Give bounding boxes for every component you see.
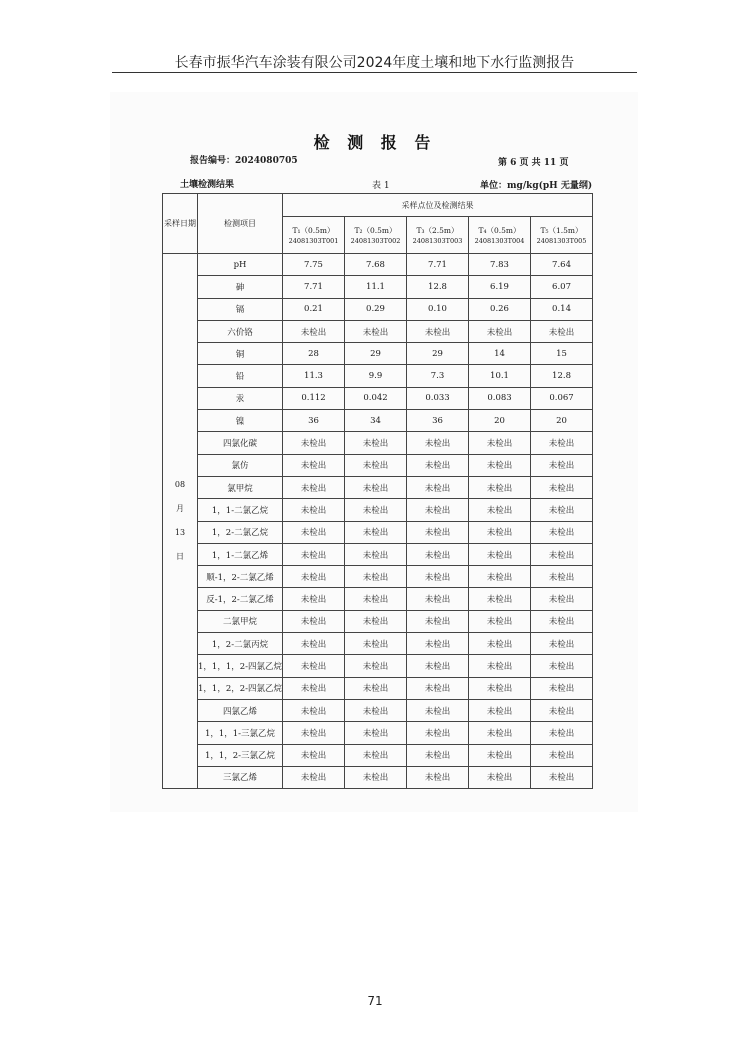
- item-cell: 铅: [198, 365, 283, 387]
- value-cell: 9.9: [345, 365, 407, 387]
- value-cell: 28: [283, 343, 345, 365]
- item-cell: pH: [198, 254, 283, 276]
- value-cell: 未检出: [283, 432, 345, 454]
- value-cell: 29: [345, 343, 407, 365]
- item-cell: 氯仿: [198, 454, 283, 476]
- value-cell: 14: [469, 343, 531, 365]
- table-row: [163, 476, 593, 498]
- value-cell: 未检出: [407, 588, 469, 610]
- value-cell: 未检出: [345, 521, 407, 543]
- value-cell: 未检出: [345, 543, 407, 565]
- value-cell: 7.68: [345, 254, 407, 276]
- value-cell: 7.64: [531, 254, 593, 276]
- sample-date-cell: [163, 254, 198, 789]
- item-cell: 镍: [198, 410, 283, 432]
- item-cell: 汞: [198, 387, 283, 409]
- table-row: [163, 365, 593, 387]
- value-cell: 未检出: [345, 655, 407, 677]
- item-cell: 反-1，2-二氯乙烯: [198, 588, 283, 610]
- item-cell: 氯甲烷: [198, 476, 283, 498]
- point-code: 24081303T003: [412, 236, 463, 245]
- value-cell: 未检出: [531, 744, 593, 766]
- item-cell: 铜: [198, 343, 283, 365]
- point-code: 24081303T005: [536, 236, 587, 245]
- table-row: [163, 521, 593, 543]
- value-cell: 未检出: [407, 677, 469, 699]
- value-cell: 未检出: [345, 566, 407, 588]
- table-row: [163, 744, 593, 766]
- value-cell: 未检出: [407, 499, 469, 521]
- item-cell: 六价铬: [198, 320, 283, 342]
- item-cell: 砷: [198, 276, 283, 298]
- value-cell: 未检出: [345, 677, 407, 699]
- value-cell: 未检出: [407, 633, 469, 655]
- value-cell: 未检出: [283, 543, 345, 565]
- value-cell: 未检出: [283, 744, 345, 766]
- value-cell: 未检出: [407, 610, 469, 632]
- value-cell: 7.71: [407, 254, 469, 276]
- value-cell: 未检出: [531, 432, 593, 454]
- value-cell: 未检出: [531, 566, 593, 588]
- value-cell: 未检出: [407, 454, 469, 476]
- value-cell: 未检出: [345, 432, 407, 454]
- value-cell: 未检出: [531, 454, 593, 476]
- table-row: [163, 588, 593, 610]
- value-cell: 未检出: [407, 699, 469, 721]
- value-cell: 未检出: [283, 499, 345, 521]
- date-part: 日: [176, 552, 184, 562]
- date-part: 13: [174, 528, 186, 538]
- value-cell: 未检出: [345, 476, 407, 498]
- group-header: 采样点位及检测结果: [283, 194, 593, 217]
- item-cell: 1，1-二氯乙烷: [198, 499, 283, 521]
- table-row: [163, 499, 593, 521]
- value-cell: 34: [345, 410, 407, 432]
- value-cell: 未检出: [345, 454, 407, 476]
- item-cell: 四氯化碳: [198, 432, 283, 454]
- document-title: 检 测 报 告: [313, 133, 437, 152]
- table-header-row: [163, 194, 593, 217]
- item-cell: 四氯乙烯: [198, 699, 283, 721]
- point-name: T₁（0.5m）: [292, 225, 335, 235]
- value-cell: 未检出: [407, 432, 469, 454]
- point-code: 24081303T002: [350, 236, 401, 245]
- value-cell: 7.71: [283, 276, 345, 298]
- value-cell: 0.29: [345, 298, 407, 320]
- header-rule: [112, 72, 637, 73]
- soil-results-table: [162, 193, 593, 789]
- value-cell: 36: [283, 410, 345, 432]
- point-name: T₂（0.5m）: [354, 225, 397, 235]
- value-cell: 未检出: [407, 476, 469, 498]
- table-row: [163, 320, 593, 342]
- value-cell: 15: [531, 343, 593, 365]
- value-cell: 未检出: [407, 744, 469, 766]
- point-header-4: [469, 217, 531, 254]
- table-row: [163, 454, 593, 476]
- value-cell: 未检出: [407, 766, 469, 788]
- item-cell: 1，1，2-三氯乙烷: [198, 744, 283, 766]
- value-cell: 未检出: [407, 320, 469, 342]
- value-cell: 未检出: [469, 744, 531, 766]
- value-cell: 未检出: [469, 722, 531, 744]
- value-cell: 36: [407, 410, 469, 432]
- point-header-3: [407, 217, 469, 254]
- value-cell: 未检出: [531, 543, 593, 565]
- value-cell: 未检出: [283, 521, 345, 543]
- point-header-5: [531, 217, 593, 254]
- value-cell: 未检出: [345, 633, 407, 655]
- value-cell: 未检出: [345, 699, 407, 721]
- table-row: [163, 699, 593, 721]
- value-cell: 未检出: [469, 633, 531, 655]
- value-cell: 11.3: [283, 365, 345, 387]
- value-cell: 未检出: [469, 610, 531, 632]
- section-title: 土壤检测结果: [180, 180, 235, 190]
- value-cell: 未检出: [469, 499, 531, 521]
- page-info: 第 6 页 共 11 页: [498, 158, 569, 168]
- value-cell: 未检出: [283, 677, 345, 699]
- item-cell: 镉: [198, 298, 283, 320]
- value-cell: 未检出: [469, 454, 531, 476]
- value-cell: 12.8: [531, 365, 593, 387]
- value-cell: 未检出: [283, 610, 345, 632]
- value-cell: 20: [469, 410, 531, 432]
- value-cell: 未检出: [283, 454, 345, 476]
- value-cell: 未检出: [345, 744, 407, 766]
- item-cell: 1，1，1，2-四氯乙烷: [198, 655, 283, 677]
- value-cell: 未检出: [469, 677, 531, 699]
- value-cell: 未检出: [531, 521, 593, 543]
- value-cell: 7.83: [469, 254, 531, 276]
- table-row: [163, 543, 593, 565]
- value-cell: 0.033: [407, 387, 469, 409]
- value-cell: 未检出: [469, 766, 531, 788]
- value-cell: 未检出: [283, 588, 345, 610]
- value-cell: 未检出: [469, 521, 531, 543]
- value-cell: 未检出: [531, 633, 593, 655]
- value-cell: 未检出: [469, 543, 531, 565]
- value-cell: 未检出: [531, 655, 593, 677]
- value-cell: 12.8: [407, 276, 469, 298]
- value-cell: 0.083: [469, 387, 531, 409]
- value-cell: 未检出: [283, 699, 345, 721]
- table-row: [163, 343, 593, 365]
- value-cell: 未检出: [283, 320, 345, 342]
- date-part: 月: [176, 504, 184, 514]
- value-cell: 未检出: [531, 677, 593, 699]
- item-cell: 1，2-二氯丙烷: [198, 633, 283, 655]
- value-cell: 7.3: [407, 365, 469, 387]
- value-cell: 未检出: [531, 476, 593, 498]
- value-cell: 未检出: [407, 566, 469, 588]
- value-cell: 未检出: [407, 521, 469, 543]
- value-cell: 未检出: [469, 699, 531, 721]
- value-cell: 0.042: [345, 387, 407, 409]
- table-row: [163, 677, 593, 699]
- value-cell: 7.75: [283, 254, 345, 276]
- table-row: [163, 610, 593, 632]
- value-cell: 未检出: [283, 633, 345, 655]
- value-cell: 未检出: [283, 722, 345, 744]
- value-cell: 6.07: [531, 276, 593, 298]
- point-name: T₅（1.5m）: [540, 225, 583, 235]
- table-row: [163, 276, 593, 298]
- value-cell: 未检出: [531, 320, 593, 342]
- value-cell: 0.112: [283, 387, 345, 409]
- date-part: 08: [174, 480, 186, 490]
- value-cell: 未检出: [531, 610, 593, 632]
- table-row: [163, 298, 593, 320]
- table-row: [163, 655, 593, 677]
- table-row: [163, 766, 593, 788]
- value-cell: 未检出: [531, 588, 593, 610]
- item-cell: 1，1，1-三氯乙烷: [198, 722, 283, 744]
- value-cell: 未检出: [283, 566, 345, 588]
- page-header: 长春市振华汽车涂装有限公司2024年度土壤和地下水行监测报告: [174, 55, 575, 71]
- value-cell: 未检出: [345, 588, 407, 610]
- table-label: 表 1: [372, 181, 390, 191]
- item-cell: 二氯甲烷: [198, 610, 283, 632]
- value-cell: 0.067: [531, 387, 593, 409]
- value-cell: 未检出: [345, 610, 407, 632]
- value-cell: 未检出: [407, 722, 469, 744]
- item-header: 检测项目: [198, 194, 283, 254]
- point-name: T₄（0.5m）: [478, 225, 521, 235]
- sample-date-header: 采样日期: [163, 194, 198, 254]
- table-row: [163, 722, 593, 744]
- point-code: 24081303T004: [474, 236, 525, 245]
- value-cell: 未检出: [345, 766, 407, 788]
- value-cell: 未检出: [469, 432, 531, 454]
- item-cell: 顺-1，2-二氯乙烯: [198, 566, 283, 588]
- value-cell: 未检出: [407, 543, 469, 565]
- point-header-1: [283, 217, 345, 254]
- value-cell: 11.1: [345, 276, 407, 298]
- value-cell: 10.1: [469, 365, 531, 387]
- value-cell: 未检出: [469, 320, 531, 342]
- value-cell: 未检出: [283, 655, 345, 677]
- value-cell: 未检出: [531, 699, 593, 721]
- value-cell: 未检出: [531, 722, 593, 744]
- value-cell: 未检出: [283, 476, 345, 498]
- value-cell: 未检出: [469, 588, 531, 610]
- value-cell: 未检出: [407, 655, 469, 677]
- value-cell: 未检出: [283, 766, 345, 788]
- value-cell: 未检出: [345, 320, 407, 342]
- table-row: [163, 633, 593, 655]
- point-code: 24081303T001: [288, 236, 339, 245]
- item-cell: 1，1，2，2-四氯乙烷: [198, 677, 283, 699]
- value-cell: 未检出: [469, 476, 531, 498]
- table-row: [163, 432, 593, 454]
- value-cell: 未检出: [531, 766, 593, 788]
- value-cell: 0.21: [283, 298, 345, 320]
- value-cell: 0.10: [407, 298, 469, 320]
- table-row: [163, 410, 593, 432]
- point-header-2: [345, 217, 407, 254]
- value-cell: 未检出: [345, 499, 407, 521]
- table-row: [163, 254, 593, 276]
- value-cell: 20: [531, 410, 593, 432]
- item-cell: 1，2-二氯乙烷: [198, 521, 283, 543]
- unit-note: 单位：mg/kg(pH 无量纲): [480, 181, 593, 191]
- value-cell: 未检出: [469, 566, 531, 588]
- value-cell: 0.26: [469, 298, 531, 320]
- value-cell: 未检出: [531, 499, 593, 521]
- point-name: T₃（2.5m）: [416, 225, 459, 235]
- item-cell: 1，1-二氯乙烯: [198, 543, 283, 565]
- value-cell: 29: [407, 343, 469, 365]
- table-row: [163, 566, 593, 588]
- table-row: [163, 387, 593, 409]
- report-number: 报告编号：2024080705: [190, 156, 298, 166]
- value-cell: 6.19: [469, 276, 531, 298]
- item-cell: 三氯乙烯: [198, 766, 283, 788]
- value-cell: 未检出: [345, 722, 407, 744]
- value-cell: 0.14: [531, 298, 593, 320]
- page-number: 71: [367, 994, 383, 1008]
- value-cell: 未检出: [469, 655, 531, 677]
